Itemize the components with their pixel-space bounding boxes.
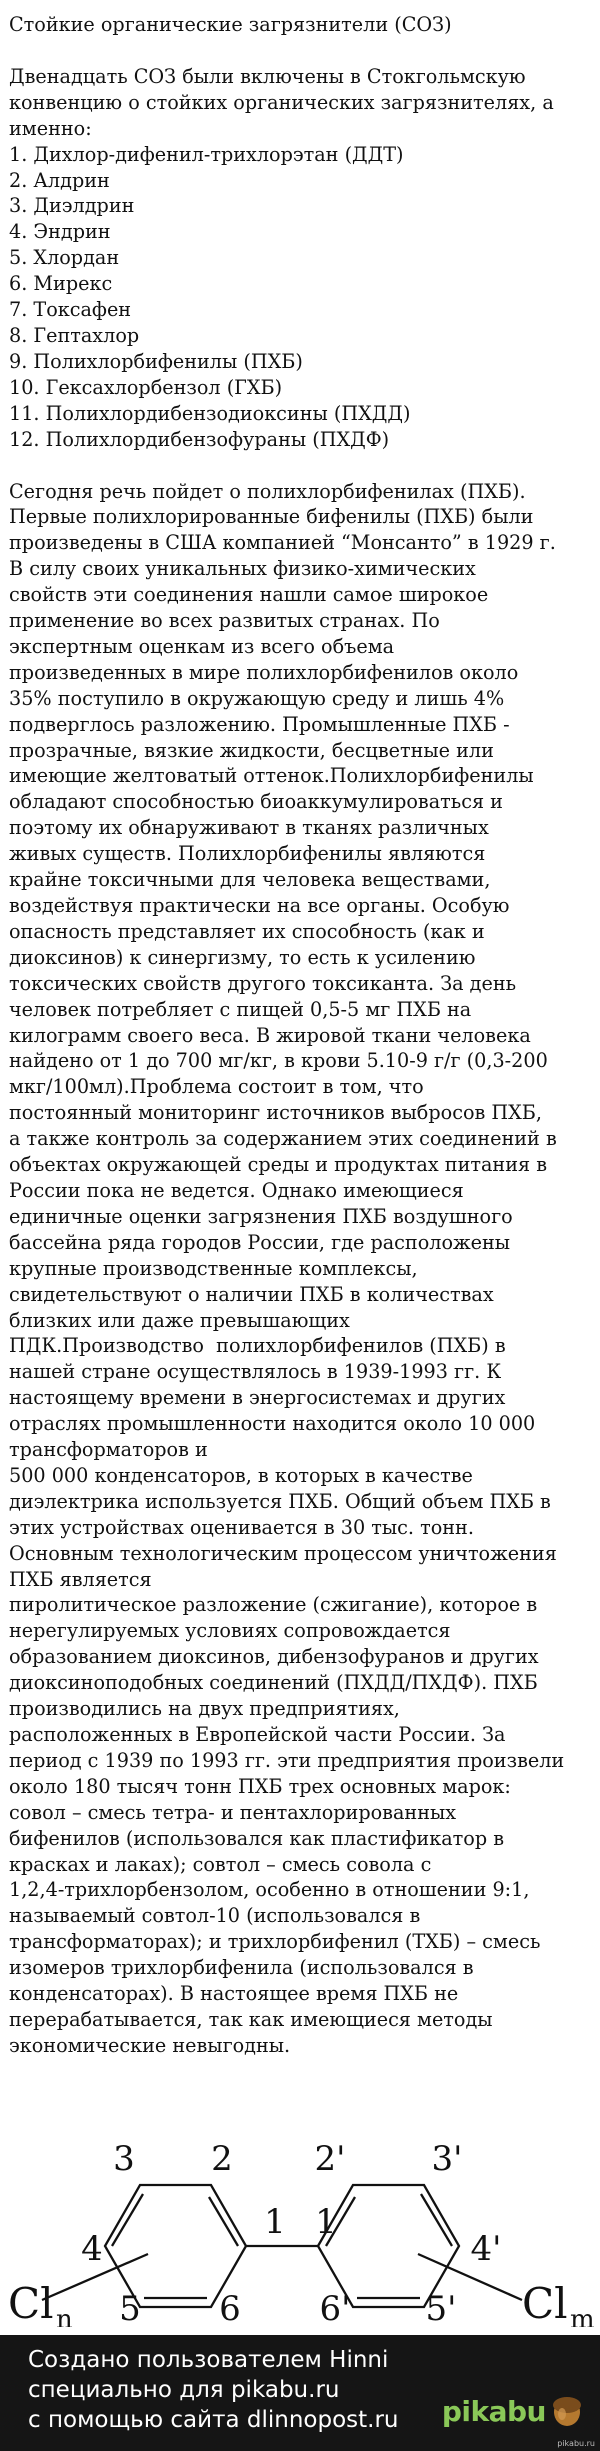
pollutant-list-item: 9. Полихлорбифенилы (ПХБ) (9, 349, 303, 373)
right-ring-position-4: 4' (470, 2229, 502, 2269)
right-ring-position-6: 6' (319, 2289, 351, 2327)
body-text-line: токсических свойств другого токсиканта. За день (9, 971, 517, 995)
article-title: Стойкие органические загрязнители (СОЗ) (9, 13, 452, 36)
right-ring-double-bond (421, 2194, 452, 2246)
body-text-line: 35% поступило в окружающую среду и лишь 4% (9, 686, 505, 710)
body-text-line: отраслях промышленности находится около 10 000 (9, 1412, 536, 1436)
body-text-line: перерабатывается, так как имеющиеся методы (9, 2007, 493, 2031)
body-paragraph (9, 479, 593, 2059)
right-chlorine-symbol: Cl (522, 2279, 568, 2327)
pollutant-list (9, 142, 593, 453)
pikabu-logo (442, 2391, 584, 2431)
body-text-line: около 180 тысяч тонн ПХБ трех основных марок: (9, 1774, 511, 1798)
right-ring-position-5: 5' (425, 2289, 457, 2327)
body-text-line: близких или даже превышающих (9, 1308, 350, 1332)
body-text-line: единичные оценки загрязнения ПХБ воздушного (9, 1204, 513, 1228)
body-text-line: 1,2,4-трихлорбензолом, особенно в отношении 9:1, (9, 1878, 530, 1902)
body-text-line: Основным технологическим процессом уничтожения (9, 1541, 557, 1565)
body-text-line: свойств эти соединения нашли самое широкое (9, 583, 489, 607)
body-text-line: применение во всех развитых странах. По (9, 609, 440, 633)
body-text-line: мкг/100мл).Проблема состоит в том, что (9, 1075, 424, 1099)
body-text-line: расположенных в Европейской части России. За (9, 1723, 506, 1746)
body-text-line: подверглось разложению. Промышленные ПХБ - (9, 712, 510, 736)
body-text-line: прозрачные, вязкие жидкости, бесцветные или (9, 738, 494, 762)
body-text-line: обладают способностью биоаккумулироваться и (9, 790, 503, 814)
body-text-line: образованием диоксинов, дибензофуранов и других (9, 1645, 539, 1669)
body-text-line: В силу своих уникальных физико-химических (9, 557, 476, 581)
body-text-line: трансформаторов и (9, 1438, 208, 1462)
body-text-line: экспертным оценкам из всего объема (9, 634, 395, 658)
body-text-line: объектах окружающей среды и продуктах питания в (9, 1153, 547, 1177)
intro-paragraph (9, 64, 593, 142)
body-text-line: бассейна ряда городов России, где расположены (9, 1230, 511, 1254)
pollutant-list-item: 3. Диэлдрин (9, 194, 135, 218)
attribution-footer (0, 2335, 600, 2451)
body-text-line: нерегулируемых условиях сопровождается (9, 1619, 451, 1643)
pollutant-list-item: 5. Хлордан (9, 246, 120, 270)
left-ring-position-6: 6 (219, 2289, 241, 2327)
left-ring-position-1: 1 (264, 2202, 286, 2242)
left-ring-position-4: 4 (81, 2229, 103, 2269)
pollutant-list-item: 6. Мирекс (9, 272, 113, 296)
pollutant-list-item: 12. Полихлордибензофураны (ПХДФ) (9, 427, 390, 451)
paragraph-gap (9, 453, 593, 479)
attribution-line-author: Создано пользователем Hinni (28, 2347, 389, 2373)
body-text-line: килограмм своего веса. В жировой ткани человека (9, 1023, 531, 1047)
body-text-line: поэтому их обнаруживают в тканях различных (9, 816, 489, 840)
body-text-line: нашей стране осуществлялось в 1939-1993 гг. К (9, 1360, 502, 1384)
left-ring-position-3: 3 (113, 2139, 135, 2179)
body-text-line: изомеров трихлорбифенила (использовался в (9, 1956, 474, 1980)
body-text-line: произведены в США компанией “Монсанто” в 1929 г. (9, 531, 556, 555)
left-ring-double-bond (209, 2197, 238, 2246)
body-text-line: красках и лаках); совтол – смесь совола с (9, 1852, 432, 1876)
body-text-line: найдено от 1 до 700 мг/кг, в крови 5.10-9 г/г (0,3-200 (9, 1049, 548, 1073)
body-text-line: крупные производственные комплексы, (9, 1256, 418, 1280)
attribution-line-site: специально для pikabu.ru (28, 2377, 340, 2403)
body-text-line: трансформаторах); и трихлорбифенил (ТХБ) – смесь (9, 1930, 541, 1954)
body-text-line: свидетельствуют о наличии ПХБ в количествах (9, 1282, 494, 1306)
right-ring-position-2: 2' (314, 2139, 346, 2179)
acorn-icon (550, 2394, 584, 2428)
left-ring-double-bond (112, 2194, 143, 2246)
body-text-line: пиролитическое разложение (сжигание), которое в (9, 1593, 538, 1617)
pikabu-watermark: pikabu.ru (557, 2439, 595, 2448)
body-text-line: живых существ. Полихлорбифенилы являются (9, 842, 486, 866)
intro-line: конвенцию о стойких органических загрязнителях, а (9, 90, 554, 114)
article (9, 12, 593, 2059)
body-text-line: этих устройствах оценивается в 30 тыс. тонн. (9, 1515, 474, 1539)
pollutant-list-item: 7. Токсафен (9, 298, 132, 322)
body-text-line: опасность представляет их способность (как и (9, 919, 485, 943)
pollutant-list-item: 11. Полихлордибензодиоксины (ПХДД) (9, 401, 411, 425)
right-ring-position-3: 3' (431, 2139, 463, 2179)
body-text-line: ПДК.Производство полихлорбифенилов (ПХБ) в (9, 1334, 506, 1358)
pollutant-list-item: 1. Дихлор-дифенил-трихлорэтан (ДДТ) (9, 142, 404, 166)
body-text-line: настоящему времени в энергосистемах и других (9, 1386, 506, 1410)
intro-line: именно: (9, 116, 92, 140)
attribution-line-tool: с помощью сайта dlinnopost.ru (28, 2407, 399, 2433)
body-text-line: диэлектрика используется ПХБ. Общий объем ПХБ в (9, 1489, 551, 1513)
left-chlorine-symbol: Cl (8, 2279, 54, 2327)
biphenyl-structure-diagram (0, 2082, 600, 2327)
body-text-line: Сегодня речь пойдет о полихлорбифенилах (ПХБ). (9, 479, 526, 503)
pollutant-list-item: 4. Эндрин (9, 220, 111, 244)
body-text-line: диоксинов) к синергизму, то есть к усилению (9, 945, 476, 969)
pollutant-list-item: 10. Гексахлорбензол (ГХБ) (9, 375, 283, 399)
body-text-line: диоксиноподобных соединений (ПХДД/ПХДФ). ПХБ (9, 1671, 538, 1695)
body-text-line: а также контроль за содержанием этих соединений в (9, 1127, 557, 1151)
body-text-line: имеющие желтоватый оттенок.Полихлорбифенилы (9, 764, 534, 788)
body-text-line: Первые полихлорированные бифенилы (ПХБ) были (9, 505, 534, 529)
body-text-line: крайне токсичными для человека веществами, (9, 868, 491, 892)
intro-line: Двенадцать СОЗ были включены в Стокгольмскую (9, 64, 526, 88)
body-text-line: 500 000 конденсаторов, в которых в качестве (9, 1463, 473, 1487)
body-text-line: произведенных в мире полихлорбифенилов около (9, 660, 519, 684)
body-text-line: экономические невыгодны. (9, 2033, 291, 2057)
body-text-line: период с 1939 по 1993 гг. эти предприятия произвели (9, 1748, 565, 1772)
body-text-line: производились на двух предприятиях, (9, 1697, 400, 1721)
left-ring-position-2: 2 (211, 2139, 233, 2179)
pikabu-logo-word: pikabu (441, 2394, 546, 2428)
body-text-line: России пока не ведется. Однако имеющиеся (9, 1178, 464, 1202)
attribution-text (28, 2345, 399, 2435)
body-text-line: человек потребляет с пищей 0,5-5 мг ПХБ на (9, 997, 472, 1021)
right-chlorine-subscript: m (570, 2305, 595, 2327)
pollutant-list-item: 8. Гептахлор (9, 323, 140, 347)
right-ring-position-1: 1 (315, 2202, 337, 2242)
left-chlorine-subscript: n (56, 2305, 73, 2327)
body-text-line: называемый совтол-10 (использовался в (9, 1904, 421, 1928)
body-text-line: конденсаторах). В настоящее время ПХБ не (9, 1982, 459, 2006)
body-text-line: бифенилов (использовался как пластификатор в (9, 1826, 505, 1850)
body-text-line: ПХБ является (9, 1567, 152, 1591)
body-text-line: постоянный мониторинг источников выбросов ПХБ, (9, 1101, 542, 1125)
left-ring-position-5: 5 (119, 2289, 141, 2327)
pollutant-list-item: 2. Алдрин (9, 168, 110, 192)
body-text-line: совол – смесь тетра- и пентахлорированных (9, 1800, 457, 1824)
body-text-line: воздействуя практически на все органы. Особую (9, 894, 510, 917)
paragraph-gap (9, 38, 593, 64)
